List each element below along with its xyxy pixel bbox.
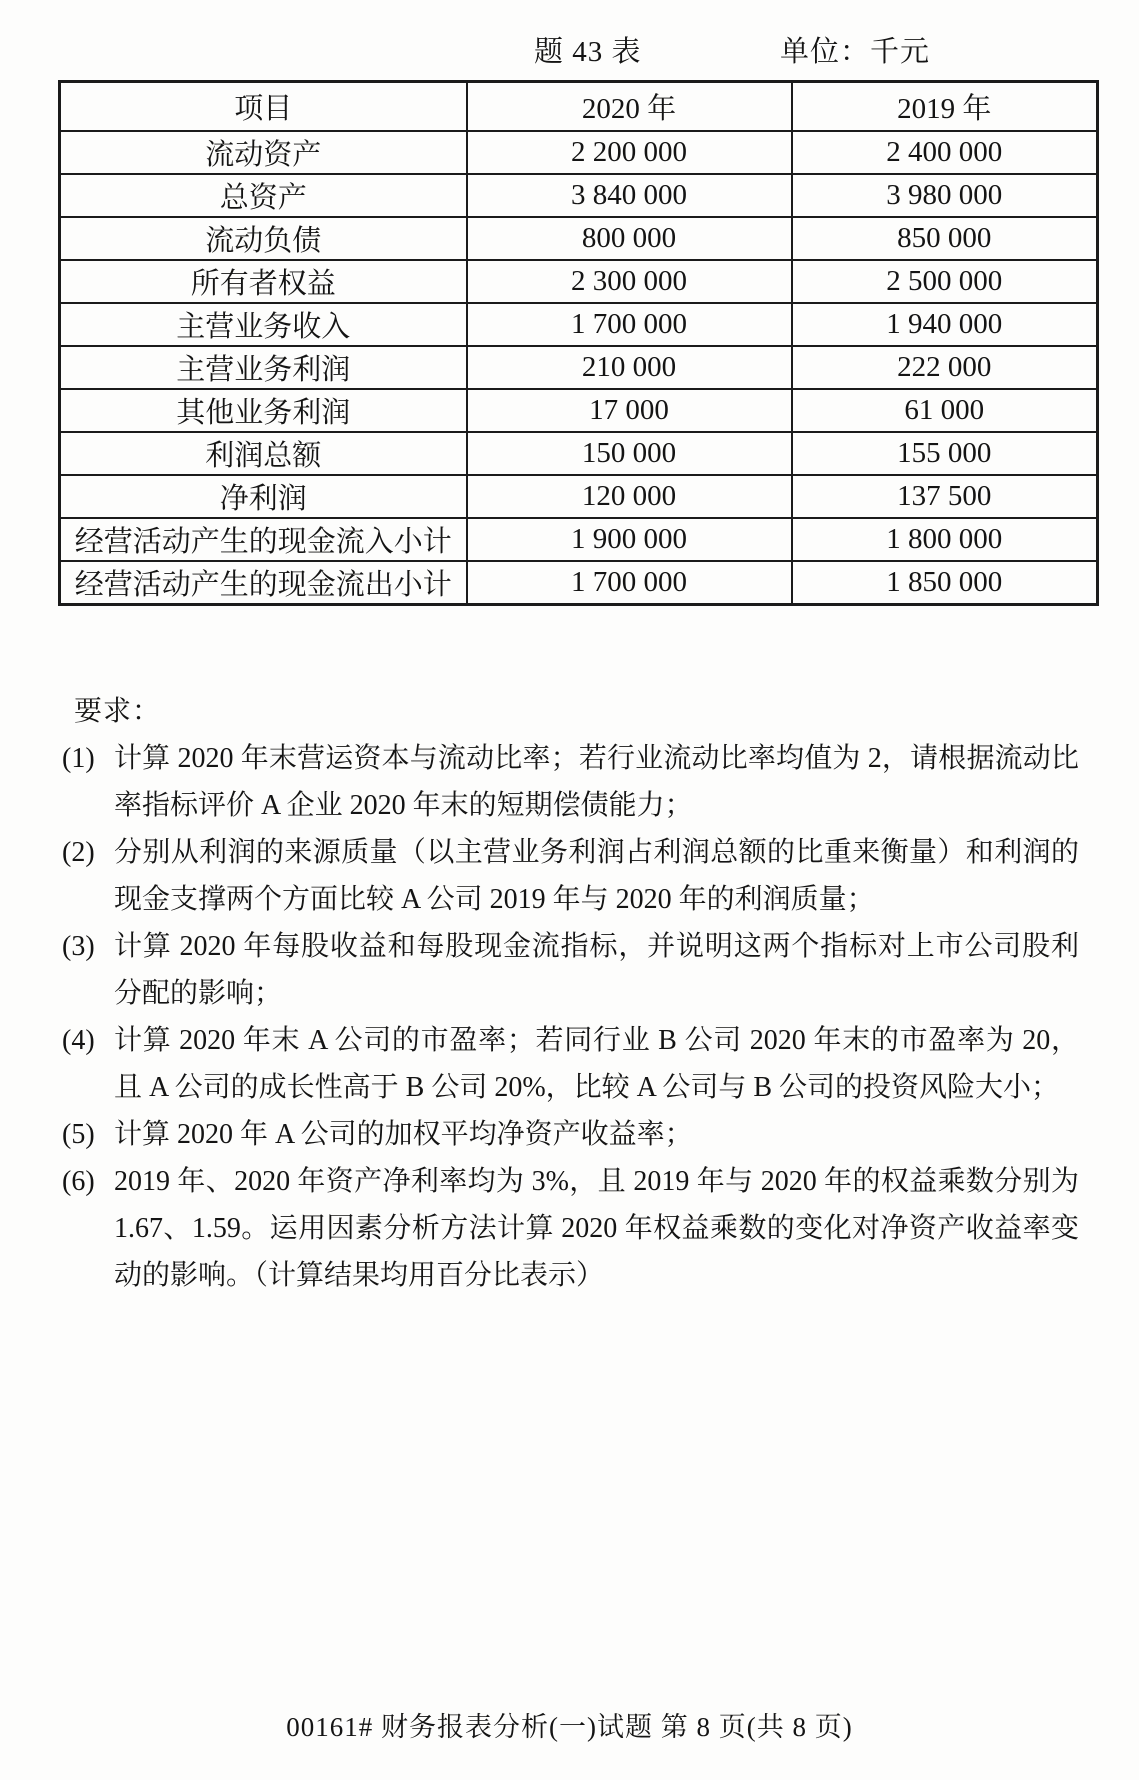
table-header-row	[60, 82, 1098, 131]
requirements-list	[62, 735, 1079, 1299]
cell-item-name: 利润总额	[60, 432, 467, 475]
table-row	[60, 346, 1098, 389]
cell-value-2020: 2 200 000	[467, 131, 792, 174]
table-row	[60, 475, 1098, 518]
cell-item-name: 经营活动产生的现金流入小计	[60, 518, 467, 561]
requirement-number: (4)	[62, 1025, 95, 1056]
requirement-number: (6)	[62, 1166, 95, 1197]
cell-item-name: 主营业务收入	[60, 303, 467, 346]
cell-value-2019: 1 800 000	[792, 518, 1098, 561]
unit-label: 单位：千元	[780, 36, 931, 68]
requirement-text: 分别从利润的来源质量（以主营业务利润占利润总额的比重来衡量）和利润的现金支撑两个方面比较 A 公司 2019 年与 2020 年的利润质量；	[114, 837, 1079, 915]
requirement-text: 计算 2020 年末 A 公司的市盈率；若同行业 B 公司 2020 年末的市盈率为 20，且 A 公司的成长性高于 B 公司 20%，比较 A 公司与 B 公司的投资风险大小；	[114, 1025, 1079, 1103]
cell-value-2019: 155 000	[792, 432, 1098, 475]
requirement-item	[62, 735, 1079, 829]
financial-table-header	[60, 82, 1098, 131]
table-row	[60, 217, 1098, 260]
cell-item-name: 总资产	[60, 174, 467, 217]
financial-table-body	[60, 131, 1098, 605]
requirement-text: 计算 2020 年末营运资本与流动比率；若行业流动比率均值为 2，请根据流动比率指标评价 A 企业 2020 年末的短期偿债能力；	[114, 743, 1079, 821]
cell-value-2020: 800 000	[467, 217, 792, 260]
requirement-number: (1)	[62, 743, 95, 774]
requirements-label: 要求：	[74, 696, 162, 727]
cell-value-2019: 137 500	[792, 475, 1098, 518]
cell-value-2020: 1 900 000	[467, 518, 792, 561]
table-row	[60, 561, 1098, 605]
cell-value-2019: 850 000	[792, 217, 1098, 260]
cell-item-name: 流动资产	[60, 131, 467, 174]
requirement-number: (3)	[62, 931, 95, 962]
table-row	[60, 518, 1098, 561]
table-row	[60, 174, 1098, 217]
cell-item-name: 经营活动产生的现金流出小计	[60, 561, 467, 605]
requirements-section	[62, 688, 1079, 1299]
requirement-item	[62, 1158, 1079, 1299]
cell-value-2019: 3 980 000	[792, 174, 1098, 217]
requirement-text: 计算 2020 年 A 公司的加权平均净资产收益率；	[114, 1119, 693, 1150]
requirement-number: (2)	[62, 837, 95, 868]
cell-value-2019: 2 400 000	[792, 131, 1098, 174]
cell-item-name: 所有者权益	[60, 260, 467, 303]
requirement-item	[62, 829, 1079, 923]
cell-item-name: 流动负债	[60, 217, 467, 260]
cell-value-2020: 1 700 000	[467, 561, 792, 605]
table-caption: 题 43 表	[534, 36, 642, 68]
column-header-item: 项目	[60, 82, 467, 131]
cell-value-2019: 2 500 000	[792, 260, 1098, 303]
requirement-text: 计算 2020 年每股收益和每股现金流指标，并说明这两个指标对上市公司股利分配的影响；	[114, 931, 1079, 1009]
requirement-number: (5)	[62, 1119, 95, 1150]
table-row	[60, 389, 1098, 432]
financial-table	[58, 80, 1099, 606]
requirement-item	[62, 923, 1079, 1017]
cell-value-2019: 222 000	[792, 346, 1098, 389]
cell-value-2020: 120 000	[467, 475, 792, 518]
cell-value-2019: 1 940 000	[792, 303, 1098, 346]
column-header-2020: 2020 年	[467, 82, 792, 131]
table-row	[60, 260, 1098, 303]
cell-item-name: 其他业务利润	[60, 389, 467, 432]
requirement-item	[62, 1017, 1079, 1111]
cell-value-2019: 61 000	[792, 389, 1098, 432]
table-caption-row	[58, 34, 1096, 70]
cell-item-name: 净利润	[60, 475, 467, 518]
cell-value-2020: 1 700 000	[467, 303, 792, 346]
cell-value-2020: 2 300 000	[467, 260, 792, 303]
table-row	[60, 131, 1098, 174]
table-row	[60, 303, 1098, 346]
cell-value-2020: 17 000	[467, 389, 792, 432]
table-row	[60, 432, 1098, 475]
cell-value-2020: 150 000	[467, 432, 792, 475]
cell-value-2020: 210 000	[467, 346, 792, 389]
requirement-item	[62, 1111, 1079, 1158]
column-header-2019: 2019 年	[792, 82, 1098, 131]
cell-value-2019: 1 850 000	[792, 561, 1098, 605]
requirement-text: 2019 年、2020 年资产净利率均为 3%，且 2019 年与 2020 年的权益乘数分别为 1.67、1.59。运用因素分析方法计算 2020 年权益乘数的变化对净资产收益率变动的影响。（计算结果均用百分比表示）	[114, 1166, 1079, 1291]
page-footer: 00161# 财务报表分析(一)试题 第 8 页(共 8 页)	[286, 1712, 853, 1742]
cell-value-2020: 3 840 000	[467, 174, 792, 217]
cell-item-name: 主营业务利润	[60, 346, 467, 389]
